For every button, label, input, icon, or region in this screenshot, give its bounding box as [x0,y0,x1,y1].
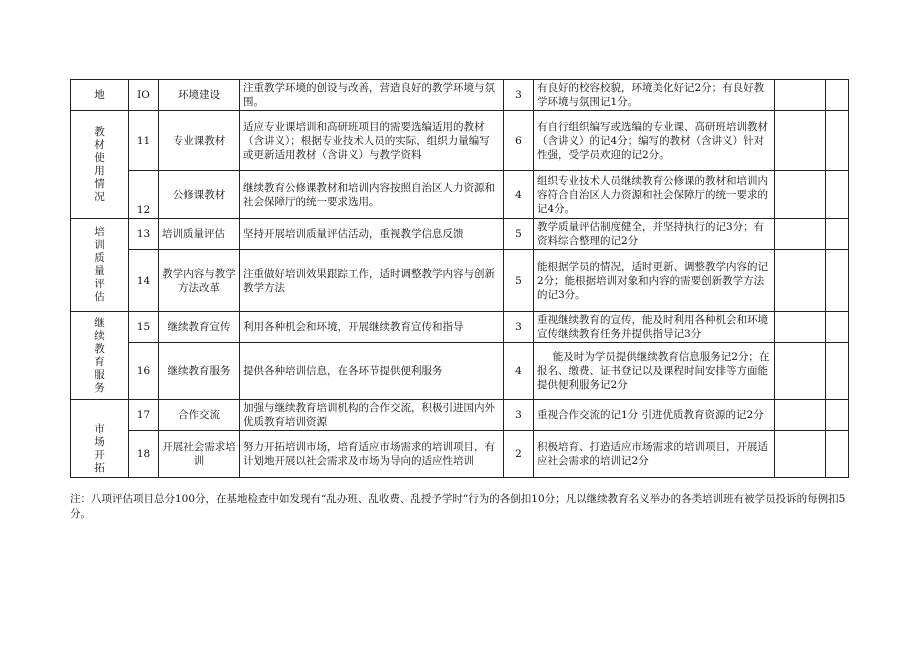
item-content: 加强与继续教育培训机构的合作交流，积极引进国内外优质教育培训资源 [240,400,504,431]
scoring-criteria: 重视合作交流的记1分 引进优质教育资源的记2分 [534,400,775,431]
table-row [71,431,849,478]
table-row [71,343,849,400]
item-score: 5 [504,250,534,312]
item-content: 提供各种培训信息，在各环节提供便利服务 [240,343,504,400]
blank-cell [775,431,826,478]
item-content: 注重教学环境的创设与改善，营造良好的教学环境与氛围。 [240,80,504,111]
item-number: 11 [129,111,159,171]
blank-cell [775,171,826,219]
table-row [71,80,849,111]
item-name: 公修课教材 [159,171,240,219]
table-row [71,400,849,431]
item-score: 3 [504,400,534,431]
scoring-criteria: 组织专业技术人员继续教育公修课的教材和培训内容符合自治区人力资源和社会保障厅的统一要求的记4分。 [534,171,775,219]
item-content: 利用各种机会和环境，开展继续教育宣传和指导 [240,312,504,343]
item-content: 适应专业课培训和高研班项目的需要选编适用的教材（含讲义）；根据专业技术人员的实际，组织力量编写或更新适用教材（含讲义）与教学资料 [240,111,504,171]
scoring-criteria: 重视继续教育的宣传，能及时利用各种机会和环境宣传继续教育任务并提供指导记3分 [534,312,775,343]
category-cell: 市场开拓 [71,400,129,478]
blank-cell [775,250,826,312]
table-row [71,219,849,250]
table-row [71,111,849,171]
item-number: 14 [129,250,159,312]
category-cell: 地 [71,80,129,111]
item-number: 17 [129,400,159,431]
item-score: 3 [504,80,534,111]
blank-cell [826,219,849,250]
blank-cell [775,80,826,111]
scoring-criteria: 教学质量评估制度健全，并坚持执行的记3分；有资料综合整理的记2分 [534,219,775,250]
blank-cell [775,111,826,171]
scoring-criteria: 能根据学员的情况，适时更新、调整教学内容的记2分；能根据培训对象和内容的需要创新教学方法的记3分。 [534,250,775,312]
table-row [71,312,849,343]
item-name: 环境建设 [159,80,240,111]
item-number: IO [129,80,159,111]
category-cell: 培训质量评估 [71,219,129,312]
item-score: 4 [504,343,534,400]
table-row [71,171,849,219]
blank-cell [826,80,849,111]
item-name: 培训质量评估 [159,219,240,250]
item-name: 继续教育服务 [159,343,240,400]
item-content: 努力开拓培训市场，培育适应市场需求的培训项目，有计划地开展以社会需求及市场为导向的适应性培训 [240,431,504,478]
item-score: 2 [504,431,534,478]
item-content: 继续教育公修课教材和培训内容按照自治区人力资源和社会保障厅的统一要求选用。 [240,171,504,219]
item-name: 开展社会需求培训 [159,431,240,478]
blank-cell [775,400,826,431]
scoring-criteria: 有自行组织编写或选编的专业课、高研班培训教材（含讲义）的记4分；编写的教材（含讲义）针对性强，受学员欢迎的记2分。 [534,111,775,171]
item-name: 合作交流 [159,400,240,431]
item-score: 6 [504,111,534,171]
item-content: 注重做好培训效果跟踪工作，适时调整教学内容与创新教学方法 [240,250,504,312]
blank-cell [826,111,849,171]
item-number: 16 [129,343,159,400]
blank-cell [775,312,826,343]
blank-cell [775,343,826,400]
item-name: 继续教育宣传 [159,312,240,343]
category-cell: 教材使用情况 [71,111,129,219]
item-number: 18 [129,431,159,478]
category-cell: 继续教育服务 [71,312,129,400]
scoring-criteria: 有良好的校容校貌，环境美化好记2分；有良好教学环境与氛围记1分。 [534,80,775,111]
item-score: 5 [504,219,534,250]
item-name: 专业课教材 [159,111,240,171]
blank-cell [826,312,849,343]
item-score: 4 [504,171,534,219]
blank-cell [826,250,849,312]
item-score: 3 [504,312,534,343]
blank-cell [826,400,849,431]
item-number: 13 [129,219,159,250]
scoring-criteria: 积极培育、打造适应市场需求的培训项目，开展适应社会需求的培训记2分 [534,431,775,478]
item-number: 15 [129,312,159,343]
item-number: 12 [129,171,159,219]
blank-cell [826,343,849,400]
blank-cell [775,219,826,250]
blank-cell [826,171,849,219]
scoring-criteria: 能及时为学员提供继续教育信息服务记2分；在报名、缴费、证书登记以及课程时间安排等方面能提供便利服务记2分 [534,343,775,400]
item-content: 坚持开展培训质量评估活动，重视教学信息反馈 [240,219,504,250]
evaluation-table [70,79,849,478]
item-name: 教学内容与教学方法改革 [159,250,240,312]
footnote: 注：八项评估项目总分100分，在基地检查中如发现有“乱办班、乱收费、乱授予学时”行为的各倒扣10分；凡以继续教育名义举办的各类培训班有被学员投诉的每例扣5分。 [70,493,846,520]
table-row [71,250,849,312]
blank-cell [826,431,849,478]
